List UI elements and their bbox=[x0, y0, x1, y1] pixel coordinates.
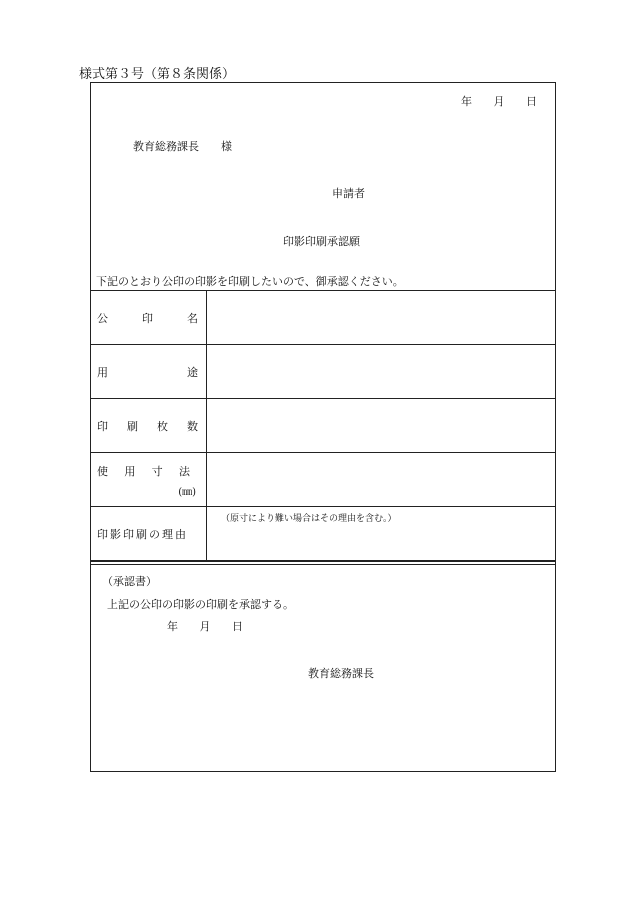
row-seal-name bbox=[91, 291, 556, 345]
date-line: 年 月 日 bbox=[461, 95, 537, 108]
row-reason bbox=[91, 507, 556, 561]
approval-heading: （承認書） bbox=[102, 575, 157, 588]
applicant-label: 申請者 bbox=[332, 187, 365, 200]
reason-note: （原寸により難い場合はその理由を含む。） bbox=[221, 514, 397, 524]
seal-name-field[interactable] bbox=[207, 291, 556, 345]
addressee: 教育総務課長 様 bbox=[133, 140, 232, 153]
seal-name-label: 公 印 名 bbox=[91, 291, 207, 345]
section-divider bbox=[91, 561, 555, 565]
approval-date-line: 年 月 日 bbox=[167, 620, 243, 633]
reason-field[interactable] bbox=[207, 507, 556, 561]
size-unit: (㎜) bbox=[178, 487, 196, 498]
size-field[interactable] bbox=[207, 453, 556, 507]
row-size bbox=[91, 453, 556, 507]
reason-label: 印影印刷の理由 bbox=[91, 507, 207, 561]
request-title: 印影印刷承認願 bbox=[283, 235, 360, 248]
approval-text: 上記の公印の印影の印刷を承認する。 bbox=[107, 598, 294, 611]
row-print-count bbox=[91, 399, 556, 453]
application-form bbox=[90, 82, 556, 772]
purpose-field[interactable] bbox=[207, 345, 556, 399]
form-number: 様式第３号（第８条関係） bbox=[79, 67, 236, 82]
approval-signer: 教育総務課長 bbox=[308, 667, 374, 680]
fields-table bbox=[90, 290, 556, 561]
intro-text: 下記のとおり公印の印影を印刷したいので、御承認ください。 bbox=[96, 275, 404, 288]
purpose-label: 用 途 bbox=[91, 345, 207, 399]
print-count-label: 印 刷 枚 数 bbox=[91, 399, 207, 453]
size-label: 使 用 寸 法 (㎜) bbox=[91, 453, 207, 507]
row-purpose bbox=[91, 345, 556, 399]
print-count-field[interactable] bbox=[207, 399, 556, 453]
